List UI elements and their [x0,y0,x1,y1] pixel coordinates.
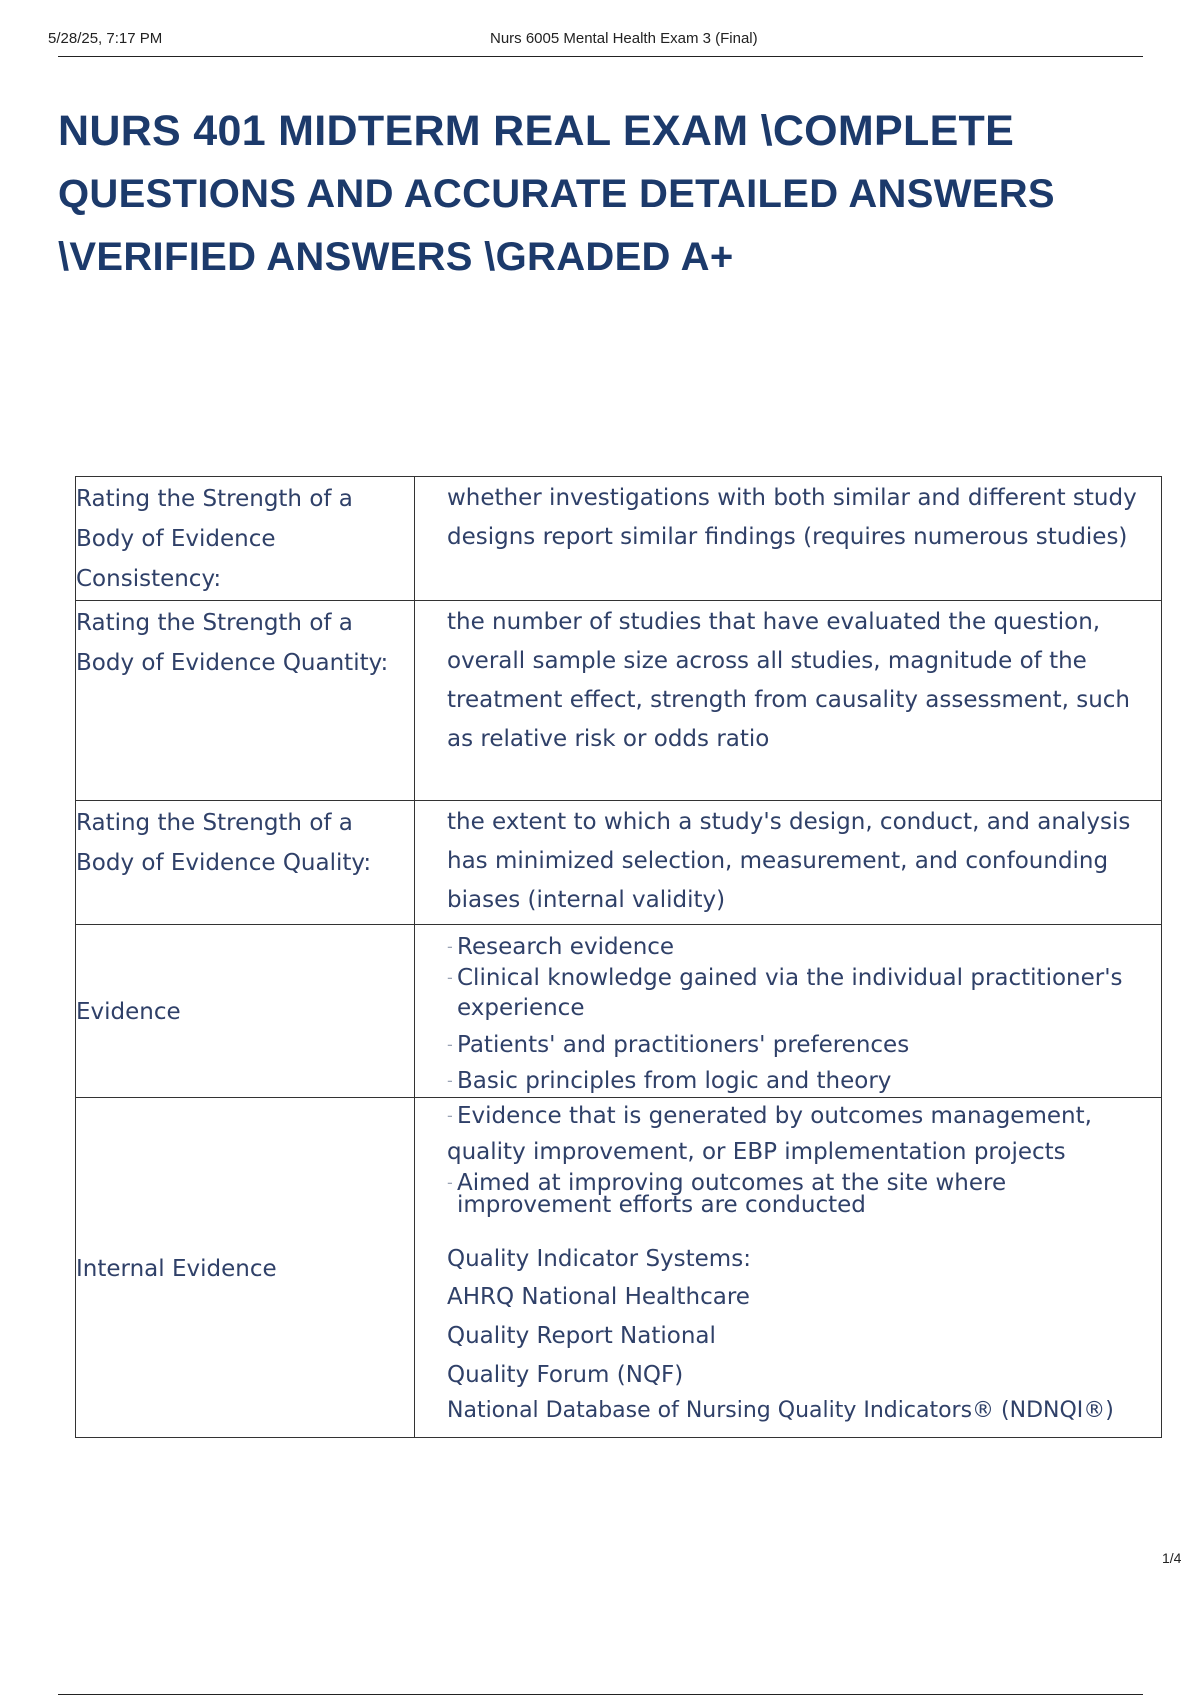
definition-cell: the number of studies that have evaluated the question, overall sample size across all studies, magnitude of the treatment effect, strength from causality assessment, such as relative risk or odds ratio [415,601,1162,801]
list-item: - Aimed at improving outcomes at the site where improvement efforts are conducted [447,1172,1153,1216]
term-cell: Rating the Strength of a Body of Evidence Quantity: [76,601,415,801]
list-item: - Research evidence [447,931,1153,963]
definition-cell [415,1098,1162,1438]
table-row [76,801,1162,925]
list-item: - Basic principles from logic and theory [447,1065,1153,1097]
quality-indicator-line: Quality Forum (NQF) [447,1362,684,1388]
print-datetime: 5/28/25, 7:17 PM [48,30,163,47]
term-cell: Rating the Strength of a Body of Evidence Quality: [76,801,415,925]
table-row [76,601,1162,801]
table-row [76,925,1162,1098]
footer-divider [58,1694,1143,1695]
definition-cell: the extent to which a study's design, conduct, and analysis has minimized selection, measurement, and confounding biases (internal validity) [415,801,1162,925]
print-document-title: Nurs 6005 Mental Health Exam 3 (Final) [490,30,758,47]
table-row [76,1098,1162,1438]
list-item-continuation: quality improvement, or EBP implementation projects [447,1139,1066,1165]
title-line-1: NURS 401 MIDTERM REAL EXAM \COMPLETE [58,107,1015,155]
page-title [58,100,1158,289]
quality-indicator-heading: Quality Indicator Systems: [447,1246,751,1272]
quality-indicator-line: National Database of Nursing Quality Indicators® (NDNQI®) [447,1398,1114,1423]
spacer [447,1216,1153,1240]
title-line-2: QUESTIONS AND ACCURATE DETAILED ANSWERS [58,172,1055,216]
definition-cell [415,925,1162,1098]
term-cell: Internal Evidence [76,1098,415,1438]
header-divider [58,56,1143,57]
quality-indicator-line: Quality Report National [447,1323,716,1349]
list-item: - Evidence that is generated by outcomes management, [447,1100,1153,1132]
list-item: - Patients' and practitioners' preferences [447,1029,1153,1061]
table-row [76,477,1162,601]
term-cell: Rating the Strength of a Body of Evidence Consistency: [76,477,415,601]
flashcard-table [75,476,1162,1438]
term-cell: Evidence [76,925,415,1098]
definition-cell: whether investigations with both similar and different study designs report similar findings (requires numerous studies) [415,477,1162,601]
title-line-3: \VERIFIED ANSWERS \GRADED A+ [58,235,734,279]
page-number: 1/4 [1162,1550,1182,1566]
quality-indicator-line: AHRQ National Healthcare [447,1284,750,1310]
list-item: - Clinical knowledge gained via the individual practitioner's experience [447,963,1153,1023]
